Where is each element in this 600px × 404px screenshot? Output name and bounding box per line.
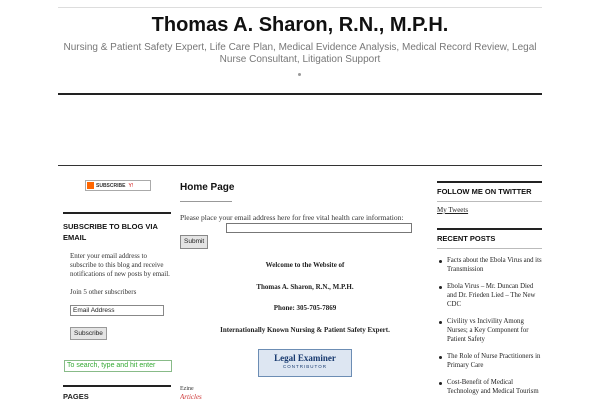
email-prompt-text: Please place your email address here for free vital health care information: bbox=[180, 213, 404, 222]
title-underline bbox=[180, 201, 232, 202]
recent-post-link[interactable]: Cost-Benefit of Medical Technology and Medical Tourism bbox=[437, 378, 542, 396]
expert-tagline: Internationally Known Nursing & Patient Safety Expert. bbox=[220, 326, 390, 334]
subscriber-count: Join 5 other subscribers bbox=[70, 288, 137, 296]
recent-post-link[interactable]: Civility vs Incivility Among Nurses; a Key Component for Patient Safety bbox=[437, 317, 542, 344]
nav-bottom-rule bbox=[58, 165, 542, 166]
my-tweets-link[interactable]: My Tweets bbox=[437, 206, 469, 214]
twitter-widget-title: FOLLOW ME ON TWITTER bbox=[437, 181, 542, 198]
page-title: Home Page bbox=[180, 182, 235, 193]
subscribe-button[interactable]: Subscribe bbox=[70, 327, 107, 340]
nav-top-rule bbox=[58, 93, 542, 95]
header-dot bbox=[298, 73, 301, 76]
logo-bottom-text: Articles bbox=[180, 393, 202, 400]
site-title[interactable]: Thomas A. Sharon, R.N., M.P.H. bbox=[151, 14, 449, 36]
recent-post-link[interactable]: Ebola Virus – Mr. Duncan Died and Dr. Frieden Lied – The New CDC bbox=[437, 282, 542, 309]
search-input[interactable]: To search, type and hit enter bbox=[64, 360, 172, 372]
rss-subscribe-badge[interactable] bbox=[85, 180, 151, 191]
badge-title: Legal Examiner bbox=[274, 353, 336, 363]
recent-post-link[interactable]: The Role of Nurse Practitioners in Primary Care bbox=[437, 352, 542, 370]
recent-posts-rule bbox=[437, 248, 542, 249]
pages-widget-title: PAGES bbox=[63, 385, 171, 401]
owner-name: Thomas A. Sharon, R.N., M.P.H. bbox=[256, 283, 354, 291]
subscribe-email-input[interactable]: Email Address bbox=[70, 305, 164, 316]
site-tagline: Nursing & Patient Safety Expert, Life Care Plan, Medical Evidence Analysis, Medical Record Review, Legal Nurse Consultant, Litigation Support bbox=[63, 42, 537, 65]
twitter-rule bbox=[437, 201, 542, 202]
recent-posts-title: RECENT POSTS bbox=[437, 228, 542, 245]
legal-examiner-badge[interactable] bbox=[258, 349, 352, 377]
right-sidebar bbox=[437, 181, 542, 404]
rss-subscribe-label: SUBSCRIBE bbox=[96, 182, 126, 189]
phone-number: Phone: 305-705-7869 bbox=[273, 304, 337, 312]
badge-subtitle: CONTRIBUTOR bbox=[283, 364, 327, 369]
ezine-articles-logo[interactable] bbox=[180, 386, 214, 400]
left-sidebar bbox=[63, 180, 171, 340]
header-top-rule bbox=[58, 7, 542, 8]
logo-top-text: Ezine bbox=[180, 386, 194, 392]
email-capture-input[interactable] bbox=[226, 223, 412, 233]
rss-icon bbox=[87, 182, 94, 189]
submit-button[interactable]: Submit bbox=[180, 235, 208, 249]
subscribe-description: Enter your email address to subscribe to this blog and receive notifications of new posts by email. bbox=[70, 252, 170, 278]
subscribe-widget-title: SUBSCRIBE TO BLOG VIA EMAIL bbox=[63, 212, 171, 243]
welcome-text: Welcome to the Website of bbox=[265, 261, 345, 269]
yahoo-icon: Y! bbox=[128, 182, 134, 189]
recent-posts-list bbox=[437, 256, 542, 396]
recent-post-link[interactable]: Facts about the Ebola Virus and its Transmission bbox=[437, 256, 542, 274]
